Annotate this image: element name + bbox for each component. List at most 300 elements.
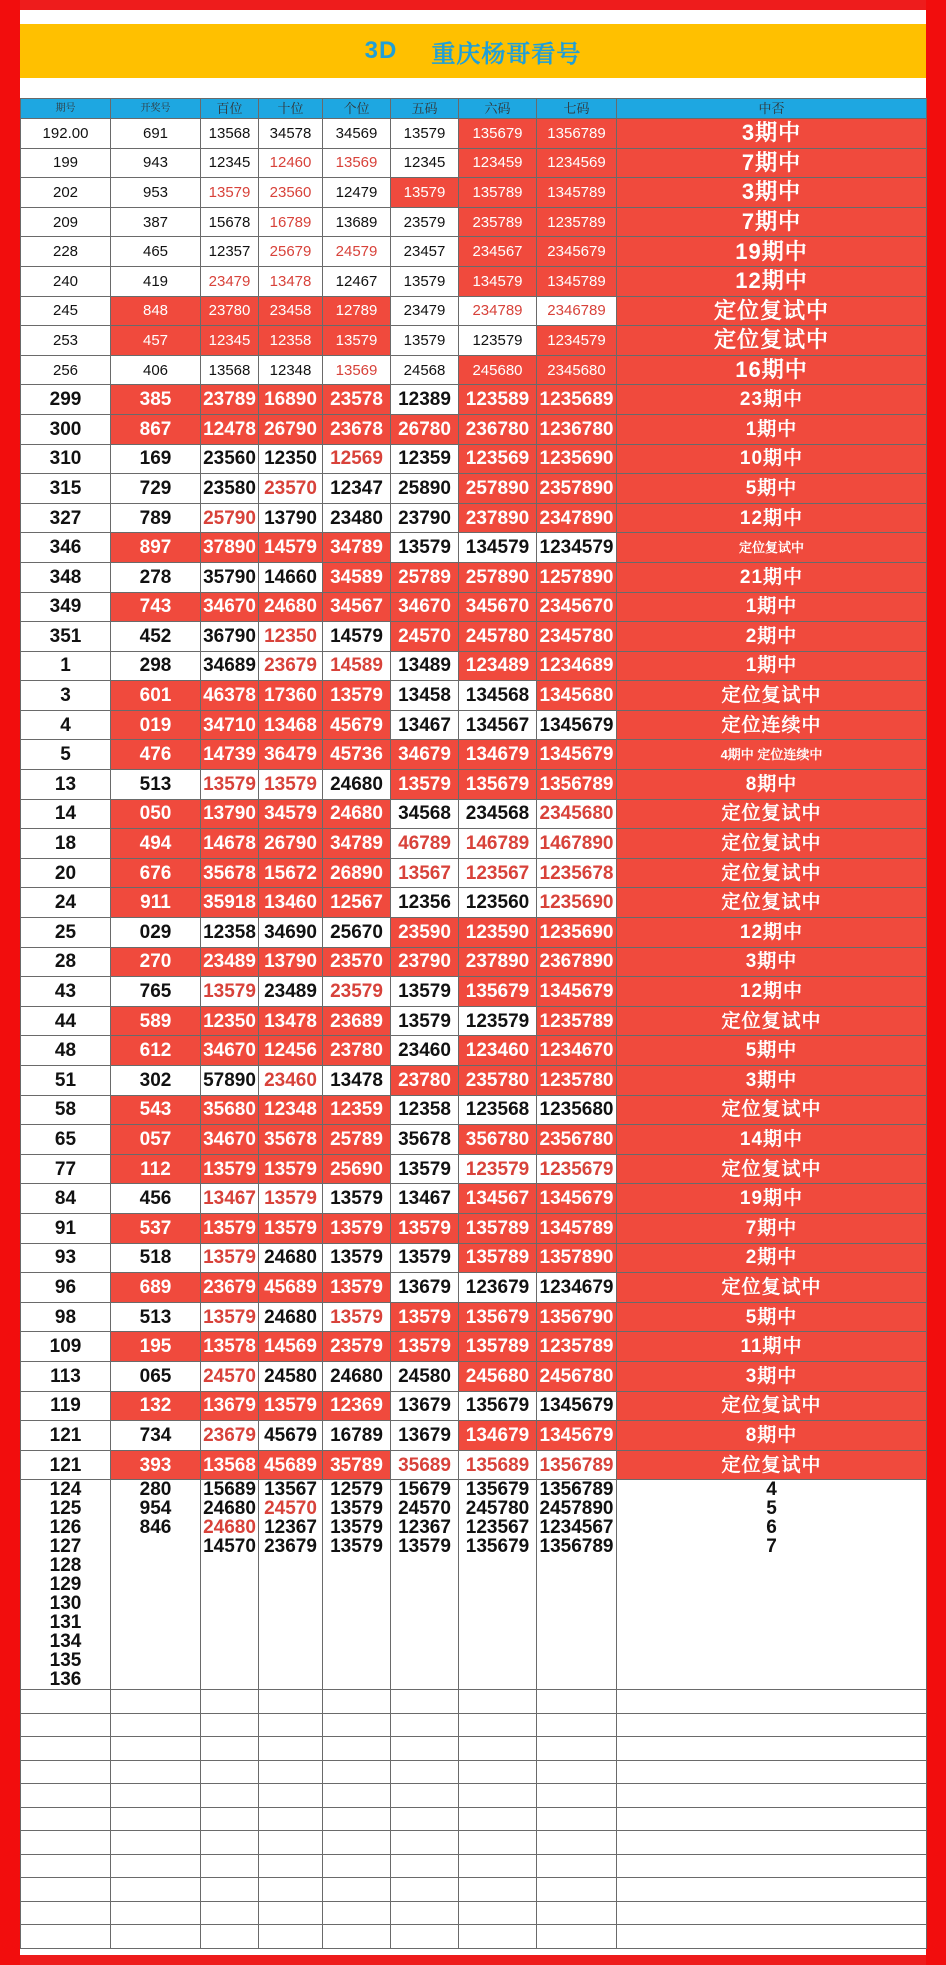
table-cell: 2346789 [537, 296, 617, 326]
table-cell: 24570 [391, 622, 459, 652]
table-cell: 20 [21, 858, 111, 888]
table-cell: 1235689 [537, 385, 617, 415]
table-cell: 25790 [201, 503, 259, 533]
table-cell: 定位复试中 [617, 1450, 927, 1480]
table-cell: 789 [111, 503, 201, 533]
table-cell: 13679 [391, 1421, 459, 1451]
empty-row [21, 1713, 927, 1737]
table-cell: 13478 [323, 1066, 391, 1096]
table-cell: 24680 [323, 1361, 391, 1391]
table-cell: 734 [111, 1421, 201, 1451]
title-right: 重庆杨哥看号 [431, 40, 582, 68]
table-cell: 定位复试中 [617, 829, 927, 859]
left-border [0, 0, 20, 1965]
table-cell: 35678 [259, 1125, 323, 1155]
table-cell: 1235780 [537, 1066, 617, 1096]
empty-row [21, 1854, 927, 1878]
empty-cell [459, 1784, 537, 1808]
table-cell: 237890 [459, 947, 537, 977]
table-cell: 25789 [391, 562, 459, 592]
table-row [21, 1125, 927, 1155]
table-cell: 123679 [459, 1273, 537, 1303]
table-row [21, 770, 927, 800]
table-cell: 236780 [459, 414, 537, 444]
spreadsheet [20, 10, 926, 1955]
table-cell: 14660 [259, 562, 323, 592]
table-row [21, 326, 927, 356]
header-cell: 百位 [201, 99, 259, 119]
empty-cell [259, 1784, 323, 1808]
table-cell: 123459 [459, 148, 537, 178]
table-cell [537, 1632, 617, 1651]
table-cell: 23458 [259, 296, 323, 326]
table-cell: 13567 [391, 858, 459, 888]
table-row [21, 710, 927, 740]
empty-row [21, 1760, 927, 1784]
empty-row [21, 1901, 927, 1925]
table-cell: 13 [21, 770, 111, 800]
table-cell: 543 [111, 1095, 201, 1125]
table-cell [111, 1594, 201, 1613]
table-cell: 2345680 [537, 355, 617, 385]
table-cell: 124 [21, 1480, 111, 1500]
table-cell: 26780 [391, 414, 459, 444]
table-row [21, 1651, 927, 1670]
table-cell: 34589 [323, 562, 391, 592]
empty-cell [111, 1901, 201, 1925]
table-cell [459, 1556, 537, 1575]
table-cell: 13579 [201, 1243, 259, 1273]
empty-cell [459, 1901, 537, 1925]
table-cell: 24580 [391, 1361, 459, 1391]
table-cell: 13679 [391, 1273, 459, 1303]
table-cell: 24680 [259, 592, 323, 622]
table-cell: 234567 [459, 237, 537, 267]
table-cell: 235780 [459, 1066, 537, 1096]
table-row [21, 148, 927, 178]
empty-cell [201, 1901, 259, 1925]
table-cell: 1236780 [537, 414, 617, 444]
table-cell: 2345780 [537, 622, 617, 652]
empty-cell [391, 1901, 459, 1925]
table-cell: 123489 [459, 651, 537, 681]
table-row [21, 1006, 927, 1036]
table-cell: 13579 [391, 1537, 459, 1556]
table-cell: 2345680 [537, 799, 617, 829]
table-row [21, 207, 927, 237]
table-cell: 256 [21, 355, 111, 385]
table-cell: 13579 [391, 1332, 459, 1362]
table-cell: 2357890 [537, 474, 617, 504]
table-cell: 13579 [323, 1302, 391, 1332]
table-cell [617, 1632, 927, 1651]
table-cell: 12569 [323, 444, 391, 474]
table-cell: 12369 [323, 1391, 391, 1421]
table-cell: 327 [21, 503, 111, 533]
table-row [21, 1575, 927, 1594]
table-cell: 13568 [201, 355, 259, 385]
table-cell: 228 [21, 237, 111, 267]
table-cell: 300 [21, 414, 111, 444]
header-cell: 七码 [537, 99, 617, 119]
table-row [21, 740, 927, 770]
table-cell: 3 [21, 681, 111, 711]
table-cell [617, 1613, 927, 1632]
table-cell [323, 1632, 391, 1651]
empty-cell [617, 1925, 927, 1949]
table-cell: 12359 [323, 1095, 391, 1125]
table-cell [459, 1632, 537, 1651]
empty-cell [111, 1737, 201, 1761]
table-cell: 123568 [459, 1095, 537, 1125]
table-cell [459, 1594, 537, 1613]
table-cell: 24680 [259, 1302, 323, 1332]
empty-cell [391, 1878, 459, 1902]
table-cell: 14期中 [617, 1125, 927, 1155]
table-cell: 393 [111, 1450, 201, 1480]
table-cell: 235789 [459, 207, 537, 237]
table-cell: 1345789 [537, 266, 617, 296]
empty-row [21, 1878, 927, 1902]
table-cell: 1356789 [537, 1480, 617, 1500]
table-cell: 1357890 [537, 1243, 617, 1273]
empty-cell [323, 1807, 391, 1831]
table-cell: 1257890 [537, 562, 617, 592]
table-cell: 51 [21, 1066, 111, 1096]
table-cell [323, 1670, 391, 1690]
table-cell: 12358 [391, 1095, 459, 1125]
empty-cell [537, 1713, 617, 1737]
table-cell: 1345679 [537, 1421, 617, 1451]
table-cell: 13569 [323, 148, 391, 178]
table-cell: 2367890 [537, 947, 617, 977]
table-cell: 13579 [391, 1213, 459, 1243]
table-cell: 23590 [391, 918, 459, 948]
table-cell: 15689 [201, 1480, 259, 1500]
empty-cell [259, 1831, 323, 1855]
table-cell: 48 [21, 1036, 111, 1066]
empty-cell [21, 1784, 111, 1808]
table-cell [259, 1575, 323, 1594]
table-cell [323, 1556, 391, 1575]
table-cell: 15672 [259, 858, 323, 888]
table-row [21, 1213, 927, 1243]
table-cell: 123569 [459, 444, 537, 474]
table-cell: 065 [111, 1361, 201, 1391]
table-cell: 134579 [459, 533, 537, 563]
table-cell: 35678 [391, 1125, 459, 1155]
table-cell: 23479 [391, 296, 459, 326]
empty-cell [537, 1901, 617, 1925]
table-cell: 298 [111, 651, 201, 681]
table-row [21, 1670, 927, 1690]
table-cell: 1235789 [537, 1006, 617, 1036]
table-cell: 109 [21, 1332, 111, 1362]
table-cell: 34689 [201, 651, 259, 681]
table-cell: 23560 [259, 178, 323, 208]
table-cell: 45689 [259, 1273, 323, 1303]
table-cell: 1467890 [537, 829, 617, 859]
table-cell: 1235678 [537, 858, 617, 888]
table-cell: 25690 [323, 1154, 391, 1184]
table-cell: 689 [111, 1273, 201, 1303]
table-cell: 12358 [259, 326, 323, 356]
table-cell: 14678 [201, 829, 259, 859]
empty-cell [537, 1878, 617, 1902]
table-cell: 12350 [201, 1006, 259, 1036]
table-cell: 24680 [201, 1499, 259, 1518]
empty-cell [21, 1854, 111, 1878]
table-cell: 13579 [201, 770, 259, 800]
table-cell: 135679 [459, 977, 537, 1007]
empty-cell [459, 1807, 537, 1831]
table-cell: 13679 [391, 1391, 459, 1421]
table-cell: 12367 [259, 1518, 323, 1537]
empty-cell [323, 1901, 391, 1925]
empty-cell [617, 1878, 927, 1902]
table-cell: 245680 [459, 1361, 537, 1391]
table-cell: 3期中 [617, 947, 927, 977]
empty-cell [459, 1878, 537, 1902]
table-cell: 23480 [323, 503, 391, 533]
table-cell [537, 1575, 617, 1594]
table-cell: 17360 [259, 681, 323, 711]
table-cell [111, 1651, 201, 1670]
table-cell: 13579 [259, 1154, 323, 1184]
table-cell: 15679 [391, 1480, 459, 1500]
table-cell: 123590 [459, 918, 537, 948]
empty-cell [323, 1831, 391, 1855]
empty-cell [391, 1854, 459, 1878]
table-cell: 1期中 [617, 592, 927, 622]
table-cell [259, 1613, 323, 1632]
table-cell: 5期中 [617, 474, 927, 504]
table-cell: 848 [111, 296, 201, 326]
table-cell: 2345679 [537, 237, 617, 267]
table-cell: 13579 [201, 1154, 259, 1184]
table-cell: 45679 [259, 1421, 323, 1451]
table-cell: 134679 [459, 1421, 537, 1451]
table-cell: 050 [111, 799, 201, 829]
empty-cell [323, 1878, 391, 1902]
empty-cell [111, 1878, 201, 1902]
table-cell: 23790 [391, 503, 459, 533]
table-row [21, 592, 927, 622]
table-cell: 1345679 [537, 710, 617, 740]
table-cell: 057 [111, 1125, 201, 1155]
table-cell: 12357 [201, 237, 259, 267]
table-cell: 46378 [201, 681, 259, 711]
table-cell: 23460 [391, 1036, 459, 1066]
table-cell: 12期中 [617, 918, 927, 948]
table-cell: 14 [21, 799, 111, 829]
table-cell: 58 [21, 1095, 111, 1125]
table-cell: 457 [111, 326, 201, 356]
table-cell: 1234689 [537, 651, 617, 681]
table-cell: 729 [111, 474, 201, 504]
empty-cell [201, 1854, 259, 1878]
table-cell: 13467 [201, 1184, 259, 1214]
table-cell: 24 [21, 888, 111, 918]
table-row [21, 1613, 927, 1632]
empty-cell [459, 1925, 537, 1949]
table-cell: 13579 [391, 1154, 459, 1184]
table-cell: 125 [21, 1499, 111, 1518]
table-row [21, 1184, 927, 1214]
table-cell [537, 1613, 617, 1632]
table-cell: 13579 [323, 1273, 391, 1303]
table-cell: 5 [617, 1499, 927, 1518]
empty-cell [21, 1713, 111, 1737]
table-cell: 13569 [323, 355, 391, 385]
table-cell: 135689 [459, 1450, 537, 1480]
table-cell: 192.00 [21, 119, 111, 149]
table-cell: 12期中 [617, 977, 927, 1007]
table-cell: 135679 [459, 770, 537, 800]
table-cell: 93 [21, 1243, 111, 1273]
table-cell: 345670 [459, 592, 537, 622]
empty-cell [21, 1737, 111, 1761]
empty-cell [459, 1690, 537, 1714]
empty-cell [617, 1807, 927, 1831]
table-cell: 278 [111, 562, 201, 592]
table-cell: 1234579 [537, 326, 617, 356]
table-cell: 23679 [201, 1421, 259, 1451]
empty-cell [323, 1713, 391, 1737]
table-cell: 13579 [391, 977, 459, 1007]
table-cell: 123579 [459, 1154, 537, 1184]
table-cell: 209 [21, 207, 111, 237]
table-cell [391, 1556, 459, 1575]
table-cell: 134567 [459, 710, 537, 740]
table-cell [201, 1594, 259, 1613]
table-cell: 13579 [201, 1302, 259, 1332]
table-cell: 4 [617, 1480, 927, 1500]
table-cell [201, 1575, 259, 1594]
empty-cell [111, 1925, 201, 1949]
table-cell [459, 1670, 537, 1690]
table-cell: 定位复试中 [617, 1391, 927, 1421]
table-cell [537, 1651, 617, 1670]
table-cell: 129 [21, 1575, 111, 1594]
table-cell: 定位复试中 [617, 326, 927, 356]
table-cell: 131 [21, 1613, 111, 1632]
table-cell: 34679 [391, 740, 459, 770]
empty-cell [459, 1854, 537, 1878]
empty-cell [391, 1713, 459, 1737]
empty-cell [617, 1737, 927, 1761]
empty-cell [259, 1690, 323, 1714]
table-cell: 23689 [323, 1006, 391, 1036]
table-cell: 77 [21, 1154, 111, 1184]
table-row [21, 1499, 927, 1518]
table-row [21, 296, 927, 326]
table-cell: 定位复试中 [617, 1154, 927, 1184]
table-cell [391, 1632, 459, 1651]
table-cell: 13467 [391, 710, 459, 740]
empty-cell [21, 1760, 111, 1784]
table-cell: 24680 [201, 1518, 259, 1537]
table-cell: 13579 [391, 533, 459, 563]
table-cell: 406 [111, 355, 201, 385]
table-cell: 34670 [201, 1125, 259, 1155]
table-cell: 定位连续中 [617, 710, 927, 740]
table-row [21, 1361, 927, 1391]
table-cell: 定位复试中 [617, 1095, 927, 1125]
table-cell: 12345 [391, 148, 459, 178]
empty-cell [21, 1878, 111, 1902]
empty-row [21, 1831, 927, 1855]
table-row [21, 799, 927, 829]
empty-cell [459, 1713, 537, 1737]
table-cell: 3期中 [617, 1066, 927, 1096]
table-cell [201, 1632, 259, 1651]
table-cell [259, 1670, 323, 1690]
table-cell: 34670 [391, 592, 459, 622]
table-cell: 135679 [459, 1480, 537, 1500]
table-cell: 35789 [323, 1450, 391, 1480]
table-cell: 123460 [459, 1036, 537, 1066]
empty-row [21, 1690, 927, 1714]
table-cell: 135679 [459, 1391, 537, 1421]
table-cell: 23579 [323, 1332, 391, 1362]
table-cell: 123589 [459, 385, 537, 415]
empty-cell [617, 1831, 927, 1855]
table-cell: 127 [21, 1537, 111, 1556]
empty-cell [537, 1831, 617, 1855]
table-cell: 13478 [259, 1006, 323, 1036]
table-cell: 134 [21, 1632, 111, 1651]
table-cell: 245 [21, 296, 111, 326]
table-cell: 34579 [259, 799, 323, 829]
table-cell: 23780 [391, 1066, 459, 1096]
table-cell: 7期中 [617, 207, 927, 237]
table-cell: 349 [21, 592, 111, 622]
table-cell: 1235680 [537, 1095, 617, 1125]
table-cell: 定位复试中 [617, 1273, 927, 1303]
table-cell: 25890 [391, 474, 459, 504]
empty-cell [111, 1713, 201, 1737]
table-cell: 34568 [391, 799, 459, 829]
empty-cell [259, 1737, 323, 1761]
table-cell [617, 1556, 927, 1575]
table-cell: 911 [111, 888, 201, 918]
table-cell: 13790 [259, 503, 323, 533]
table-cell [459, 1575, 537, 1594]
table-row [21, 1066, 927, 1096]
header-cell: 十位 [259, 99, 323, 119]
table-cell: 34710 [201, 710, 259, 740]
header-cell: 个位 [323, 99, 391, 119]
table-cell: 36790 [201, 622, 259, 652]
table-row [21, 1095, 927, 1125]
table-cell: 12345 [201, 148, 259, 178]
table-cell [459, 1651, 537, 1670]
empty-cell [459, 1831, 537, 1855]
table-cell [259, 1632, 323, 1651]
table-cell: 954 [111, 1499, 201, 1518]
table-cell: 13579 [391, 1243, 459, 1273]
empty-cell [323, 1925, 391, 1949]
table-cell: 13579 [259, 1184, 323, 1214]
empty-cell [259, 1925, 323, 1949]
table-cell: 134568 [459, 681, 537, 711]
table-cell: 定位复试中 [617, 888, 927, 918]
table-cell: 310 [21, 444, 111, 474]
table-row [21, 1332, 927, 1362]
table-cell [323, 1651, 391, 1670]
table-cell: 4期中 定位连续中 [617, 740, 927, 770]
